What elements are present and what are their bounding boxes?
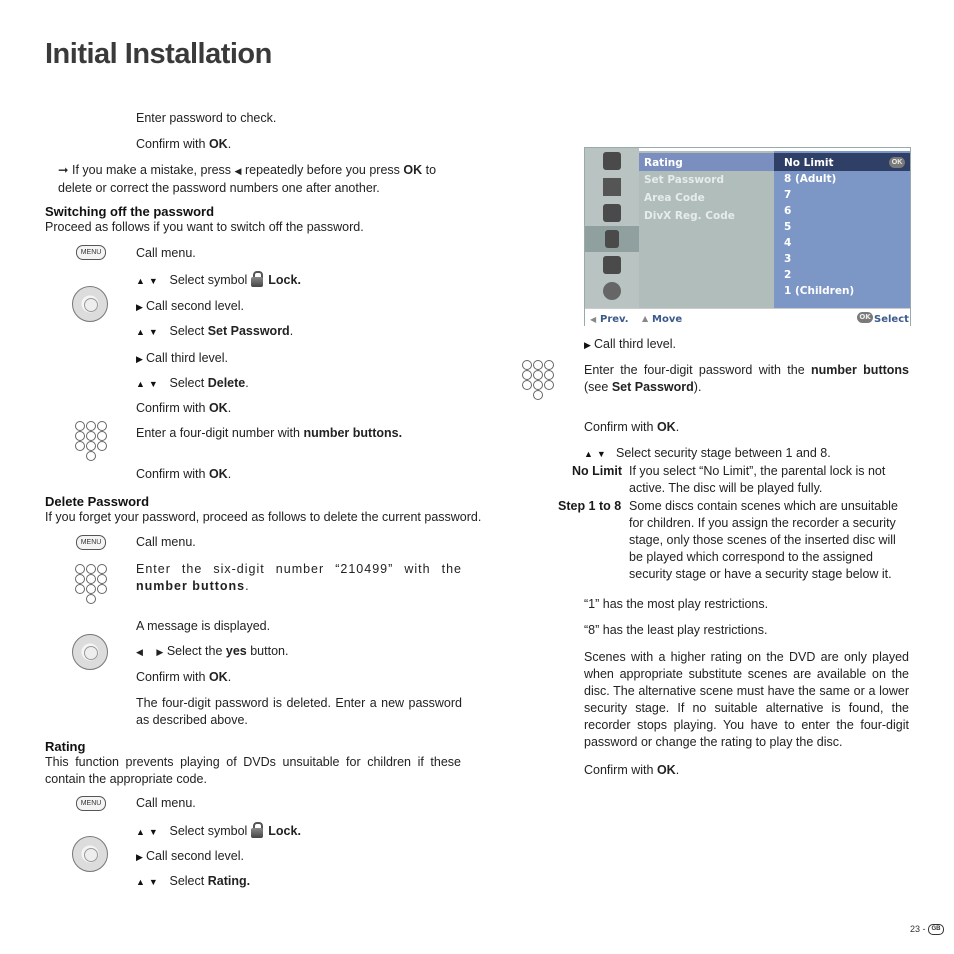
- osd-ok-badge: OK: [889, 157, 905, 168]
- osd-menu-item-area-code[interactable]: Area Code: [644, 192, 705, 204]
- osd-menu-item-set-password[interactable]: Set Password: [644, 174, 724, 186]
- step-select-delete: ▲▼ Select Delete.: [136, 375, 249, 393]
- osd-menu-item-rating[interactable]: Rating: [644, 157, 683, 169]
- osd-prev-arrow-icon: ◀: [590, 315, 597, 324]
- step-select-set-password: ▲▼ Select Set Password.: [136, 323, 293, 341]
- dpad-icon: [72, 836, 108, 872]
- step-select-yes: ◀ ▶ Select the yes button.: [136, 644, 289, 658]
- osd-value-5[interactable]: 5: [784, 221, 792, 233]
- right-triangle-icon: ▶: [156, 647, 164, 657]
- osd-lock-icon: [585, 226, 639, 252]
- menu-button-icon: MENU: [76, 535, 106, 550]
- right-triangle-icon: ▶: [584, 340, 591, 350]
- page-number: 23 - GB: [910, 921, 944, 938]
- osd-language-icon: [585, 174, 639, 200]
- menu-button-icon: MENU: [76, 796, 106, 811]
- dpad-icon: [72, 634, 108, 670]
- up-down-arrows-icon: ▲▼: [136, 327, 162, 337]
- step-confirm: Confirm with OK.: [136, 467, 232, 481]
- section-heading-rating: Rating: [45, 739, 86, 754]
- osd-footer-prev: Prev.: [600, 314, 629, 325]
- left-triangle-icon: ◀: [234, 166, 242, 176]
- step-call-second: ▶ Call second level.: [136, 298, 244, 316]
- step-call-third: ▶ Call third level.: [584, 336, 676, 354]
- paragraph-substitute-scenes: Scenes with a higher rating on the DVD are only played when appropriate substitute scenes are available on the disc. The alternative scene must have the same or a lower security stage. If no suitable alternative is found, the recorder stops playing. You have to enter the four-digit password or change the rating to play the disc.: [584, 650, 909, 749]
- page-title: Initial Installation: [45, 38, 272, 70]
- up-down-arrows-icon: ▲▼: [136, 276, 162, 286]
- section-intro-delete-password: If you forget your password, proceed as follows to delete the current password.: [45, 510, 482, 524]
- up-down-arrows-icon: ▲▼: [136, 877, 162, 887]
- osd-value-6[interactable]: 6: [784, 205, 792, 217]
- up-down-arrows-icon: ▲▼: [584, 449, 610, 459]
- definition-step-1-to-8: Some discs contain scenes which are unsuitable for children. If you assign the recorder a security stage, only those scenes of the inserted disc will be played which correspond to the assigned security stage or have a security stage below it.: [629, 499, 898, 581]
- section-heading-delete-password: Delete Password: [45, 494, 150, 509]
- step-select-rating: ▲▼ Select Rating.: [136, 873, 250, 891]
- osd-disc-icon: [585, 278, 639, 304]
- note-most-restrictions: “1” has the most play restrictions.: [584, 597, 769, 611]
- osd-menu-list: [639, 151, 774, 308]
- right-triangle-icon: ▶: [136, 852, 143, 862]
- step-select-security-stage: ▲▼ Select security stage between 1 and 8.: [584, 445, 831, 463]
- osd-footer-ok-icon: OK: [857, 312, 873, 323]
- step-call-menu: Call menu.: [136, 535, 196, 549]
- mistake-note: ➞ If you make a mistake, press ◀ repeatedly before you press OK to delete or correct the password numbers one after another.: [58, 163, 437, 195]
- definition-no-limit: If you select “No Limit”, the parental lock is not active. The disc will be played fully.: [629, 464, 886, 495]
- step-confirm: Confirm with OK.: [136, 401, 232, 415]
- section-intro-rating: This function prevents playing of DVDs unsuitable for children if these contain the appropriate code.: [45, 755, 461, 786]
- osd-value-2[interactable]: 2: [784, 269, 792, 281]
- section-heading-switch-off: Switching off the password: [45, 204, 215, 219]
- osd-value-1[interactable]: 1 (Children): [784, 285, 855, 297]
- step-select-lock: ▲▼ Select symbol Lock.: [136, 271, 301, 290]
- step-call-menu: Call menu.: [136, 796, 196, 810]
- osd-icon-column: [585, 148, 639, 308]
- menu-button-icon: MENU: [76, 245, 106, 260]
- arrow-note-icon: ➞: [58, 163, 69, 177]
- osd-value-7[interactable]: 7: [784, 189, 792, 201]
- instruction-confirm: Confirm with OK.: [136, 137, 232, 151]
- osd-menu-item-divx-reg-code[interactable]: DivX Reg. Code: [644, 210, 735, 222]
- dpad-icon: [72, 286, 108, 322]
- osd-footer: [585, 308, 910, 326]
- step-message-displayed: A message is displayed.: [136, 619, 271, 633]
- number-buttons-icon: [75, 421, 109, 461]
- up-down-arrows-icon: ▲▼: [136, 379, 162, 389]
- step-confirm: Confirm with OK.: [584, 420, 680, 434]
- osd-move-arrows-icon: ▲: [642, 314, 649, 323]
- step-enter-four-digit: Enter a four-digit number with number buttons.: [136, 426, 403, 440]
- right-triangle-icon: ▶: [136, 302, 143, 312]
- step-confirm: Confirm with OK.: [136, 670, 232, 684]
- language-badge: GB: [928, 924, 944, 935]
- osd-audio-icon: [585, 200, 639, 226]
- osd-value-4[interactable]: 4: [784, 237, 792, 249]
- instruction-enter-password: Enter password to check.: [136, 111, 277, 125]
- step-enter-password: Enter the four-digit password with the number buttons (see Set Password).: [584, 363, 909, 394]
- step-confirm: Confirm with OK.: [584, 763, 680, 777]
- up-down-arrows-icon: ▲▼: [136, 827, 162, 837]
- lock-icon: [251, 822, 263, 838]
- step-password-deleted: The four-digit password is deleted. Enter a new password as described above.: [136, 696, 462, 727]
- left-triangle-icon: ◀: [136, 647, 143, 657]
- step-select-lock: ▲▼ Select symbol Lock.: [136, 822, 301, 841]
- section-intro-switch-off: Proceed as follows if you want to switch off the password.: [45, 220, 364, 234]
- osd-lock-menu-screen: [584, 147, 911, 326]
- osd-recording-icon: [585, 252, 639, 278]
- osd-value-3[interactable]: 3: [784, 253, 792, 265]
- step-enter-six-digit: Enter the six-digit number “210499” with the number buttons.: [136, 562, 462, 593]
- right-triangle-icon: ▶: [136, 354, 143, 364]
- term-no-limit: No Limit: [572, 464, 622, 478]
- term-step-1-to-8: Step 1 to 8: [558, 499, 622, 513]
- lock-icon: [251, 271, 263, 287]
- step-call-menu: Call menu.: [136, 246, 196, 260]
- osd-film-icon: [585, 148, 639, 174]
- number-buttons-icon: [522, 360, 556, 400]
- step-call-third: ▶ Call third level.: [136, 350, 228, 368]
- number-buttons-icon: [75, 564, 109, 604]
- osd-value-list: [774, 151, 910, 308]
- osd-footer-select: Select: [874, 314, 909, 325]
- osd-footer-move: Move: [652, 314, 683, 325]
- note-least-restrictions: “8” has the least play restrictions.: [584, 623, 768, 637]
- step-call-second: ▶ Call second level.: [136, 848, 244, 866]
- osd-value-8[interactable]: 8 (Adult): [784, 173, 837, 185]
- osd-value-no-limit[interactable]: No Limit: [784, 157, 834, 169]
